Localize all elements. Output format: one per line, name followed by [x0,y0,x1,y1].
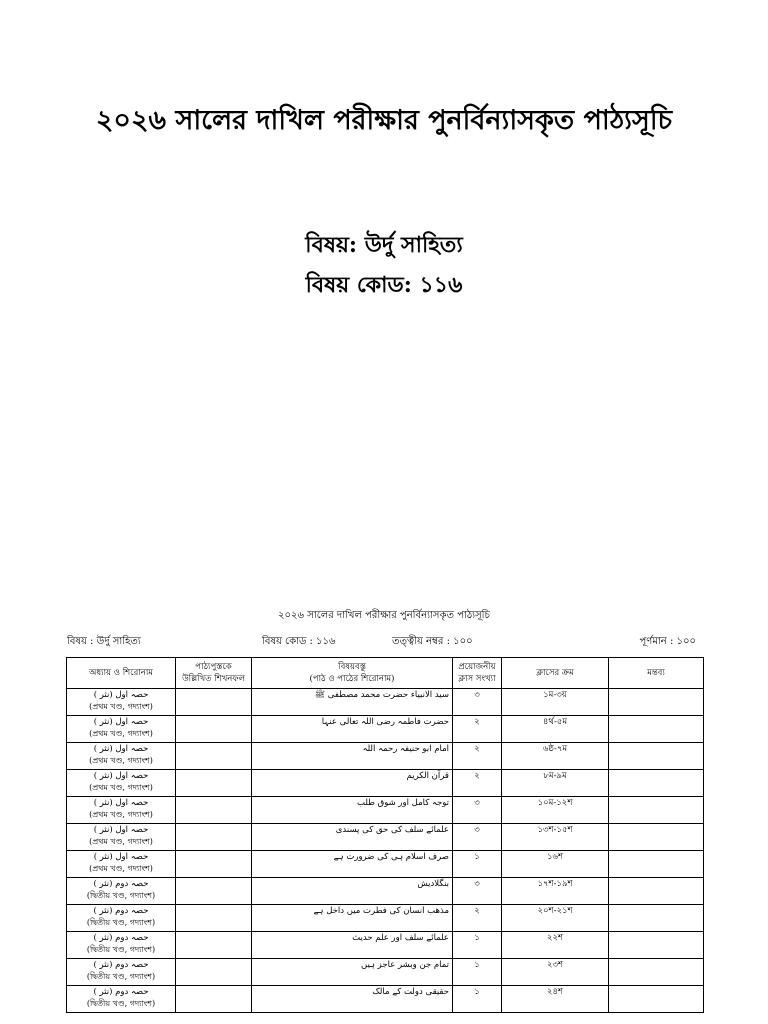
order-cell: ২০শ-২১শ [502,905,609,932]
chapter-title: حصہ اول (نثر ) [93,690,149,700]
chapter-subtitle: (প্রথম খণ্ড, গদ্যাংশ) [89,783,153,792]
chapter-subtitle: (প্রথম খণ্ড, গদ্যাংশ) [89,729,153,738]
outcomes-cell [176,716,252,743]
topic-cell: سید الانبیاء حضرت محمد مصطفی ﷺ [252,689,453,716]
remarks-cell [609,743,704,770]
header-remarks: মন্তব্য [609,658,704,689]
remarks-cell [609,959,704,986]
header-classes-l2: ক্লাস সংখ্যা [458,674,496,684]
header-outcomes [176,658,252,689]
remarks-cell [609,905,704,932]
chapter-subtitle: (দ্বিতীয় খণ্ড, গদ্যাংশ) [86,918,156,927]
subject-heading: বিষয়: উর্দু সাহিত্য [305,232,463,258]
table-row [67,851,704,878]
chapter-title: حصہ اول (نثر ) [93,825,149,835]
table-row [67,905,704,932]
table-row [67,878,704,905]
outcomes-cell [176,770,252,797]
table-row [67,797,704,824]
remarks-cell [609,797,704,824]
remarks-cell [609,932,704,959]
outcomes-cell [176,905,252,932]
order-cell: ১ম-৩য় [502,689,609,716]
classes-cell: ২ [453,770,502,797]
order-cell: ১৩শ-১৫শ [502,824,609,851]
header-outcomes-l2: উল্লিখিত শিখনফল [182,674,245,684]
chapter-title: حصہ اول (نثر ) [93,717,149,727]
header-order: ক্লাসের ক্রম [502,658,609,689]
outcomes-cell [176,932,252,959]
outcomes-cell [176,959,252,986]
chapter-cell [67,824,176,851]
chapter-subtitle: (প্রথম খণ্ড, গদ্যাংশ) [89,837,153,846]
outcomes-cell [176,878,252,905]
order-cell: ১০ম-১২শ [502,797,609,824]
header-topic-l1: বিষয়বস্তু [338,662,366,672]
chapter-title: حصہ اول (نثر ) [93,852,149,862]
classes-cell: ১ [453,851,502,878]
chapter-subtitle: (দ্বিতীয় খণ্ড, গদ্যাংশ) [86,972,156,981]
header-topic [252,658,453,689]
chapter-cell [67,770,176,797]
chapter-title: حصہ دوم (نثر ) [93,906,149,916]
chapter-subtitle: (দ্বিতীয় খণ্ড, গদ্যাংশ) [86,891,156,900]
classes-cell: ২ [453,743,502,770]
remarks-cell [609,824,704,851]
meta-subject: বিষয় : উর্দু সাহিত্য [67,636,141,647]
remarks-cell [609,770,704,797]
outcomes-cell [176,797,252,824]
classes-cell: ৩ [453,878,502,905]
chapter-title: حصہ اول (نثر ) [93,798,149,808]
header-chapter: অধ্যায় ও শিরোনাম [67,658,176,689]
table-row [67,932,704,959]
chapter-subtitle: (প্রথম খণ্ড, গদ্যাংশ) [89,810,153,819]
topic-cell: بنگلادیش [252,878,453,905]
chapter-cell [67,689,176,716]
chapter-subtitle: (প্রথম খণ্ড, গদ্যাংশ) [89,756,153,765]
remarks-cell [609,851,704,878]
remarks-cell [609,878,704,905]
table-row [67,770,704,797]
order-cell: ৪র্থ-৫ম [502,716,609,743]
header-classes-l1: প্রয়োজনীয় [458,662,496,672]
topic-cell: تمام جن وبشر عاجز ہیں [252,959,453,986]
topic-cell: علمائے سلف اور علم حدیث [252,932,453,959]
classes-cell: ৩ [453,689,502,716]
order-cell: ২২শ [502,932,609,959]
remarks-cell [609,716,704,743]
syllabus-title: ২০২৬ সালের দাখিল পরীক্ষার পুনর্বিন্যাসকৃত পাঠ্যসূচি [278,610,490,621]
outcomes-cell [176,824,252,851]
order-cell: ২৩শ [502,959,609,986]
classes-cell: ১ [453,986,502,1013]
chapter-cell [67,905,176,932]
chapter-subtitle: (প্রথম খণ্ড, গদ্যাংশ) [89,702,153,711]
classes-cell: ১ [453,932,502,959]
table-row [67,959,704,986]
classes-cell: ২ [453,716,502,743]
header-classes [453,658,502,689]
chapter-cell [67,716,176,743]
chapter-title: حصہ اول (نثر ) [93,771,149,781]
topic-cell: حقیقی دولت کے مالک [252,986,453,1013]
outcomes-cell [176,986,252,1013]
chapter-title: حصہ دوم (نثر ) [93,987,149,997]
table-row [67,743,704,770]
chapter-cell [67,797,176,824]
order-cell: ৮ম-৯ম [502,770,609,797]
topic-cell: توجہ کامل اور شوق طلب [252,797,453,824]
topic-cell: مذهب انسان کی فطرت میں داخل ہے [252,905,453,932]
classes-cell: ৩ [453,824,502,851]
classes-cell: ২ [453,905,502,932]
chapter-cell [67,851,176,878]
order-cell: ৬ষ্ঠ-৭ম [502,743,609,770]
header-topic-l2: (পাঠ ও পাঠের শিরোনাম) [309,674,395,684]
classes-cell: ১ [453,959,502,986]
topic-cell: صرف اسلام ہی کی ضرورت ہے [252,851,453,878]
table-header-row [67,658,704,689]
chapter-cell [67,986,176,1013]
remarks-cell [609,986,704,1013]
outcomes-cell [176,851,252,878]
meta-full-marks: পূর্ণমান : ১০০ [639,636,696,647]
subject-code-heading: বিষয় কোড: ১১৬ [305,272,463,298]
remarks-cell [609,689,704,716]
order-cell: ২৪শ [502,986,609,1013]
meta-code: বিষয় কোড : ১১৬ [262,636,336,647]
table-row [67,824,704,851]
order-cell: ১৬শ [502,851,609,878]
chapter-subtitle: (দ্বিতীয় খণ্ড, গদ্যাংশ) [86,999,156,1008]
meta-theory-marks: তত্ত্বীয় নম্বর : ১০০ [392,636,473,647]
chapter-cell [67,932,176,959]
topic-cell: علمائے سلف کی حق کی پسندی [252,824,453,851]
chapter-title: حصہ دوم (نثر ) [93,879,149,889]
chapter-title: حصہ دوم (نثر ) [93,933,149,943]
chapter-cell [67,878,176,905]
outcomes-cell [176,689,252,716]
order-cell: ১৭শ-১৯শ [502,878,609,905]
table-row [67,716,704,743]
classes-cell: ৩ [453,797,502,824]
topic-cell: قرآن الکریم [252,770,453,797]
topic-cell: حضرت فاطمہ رضی اللہ تعالی عنہا [252,716,453,743]
table-row [67,689,704,716]
outcomes-cell [176,743,252,770]
chapter-cell [67,743,176,770]
chapter-subtitle: (দ্বিতীয় খণ্ড, গদ্যাংশ) [86,945,156,954]
chapter-title: حصہ دوم (نثر ) [93,960,149,970]
syllabus-table [66,657,704,1013]
chapter-subtitle: (প্রথম খণ্ড, গদ্যাংশ) [89,864,153,873]
table-row [67,986,704,1013]
chapter-cell [67,959,176,986]
header-outcomes-l1: পাঠ্যপুস্তকে [195,662,232,672]
page-title: ২০২৬ সালের দাখিল পরীক্ষার পুনর্বিন্যাসকৃত পাঠ্যসূচি [95,105,673,136]
chapter-title: حصہ اول (نثر ) [93,744,149,754]
topic-cell: امام ابو حنیفہ رحمہ اللہ [252,743,453,770]
